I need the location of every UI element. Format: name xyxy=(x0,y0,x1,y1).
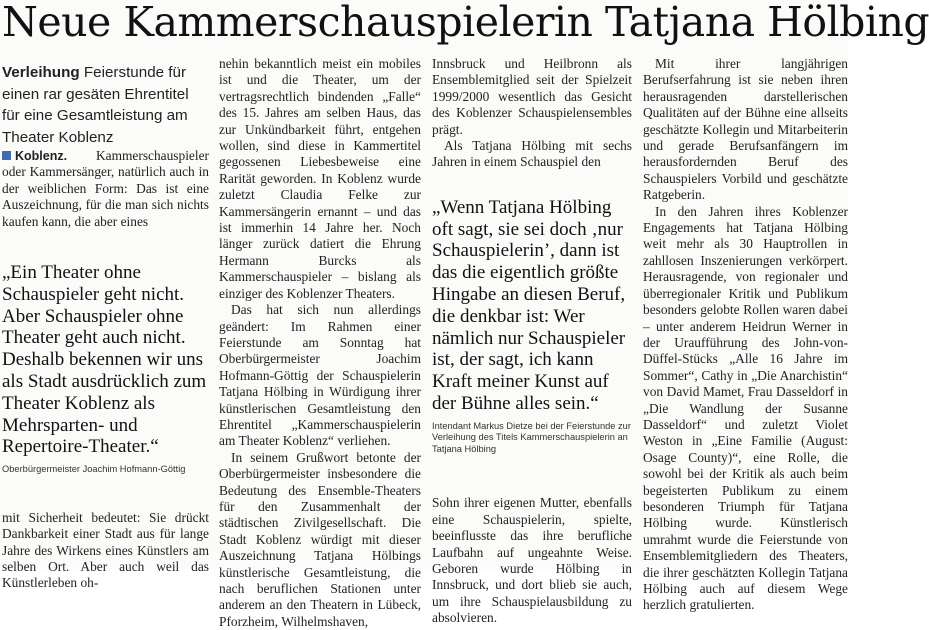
column-2-paragraph-3: In seinem Grußwort betonte der Oberbürgermeister insbesondere die Bedeutung des Ensemble-Theaters für den Zusammenhalt der städtischen Zivilgesellschaft. Die Stadt Koblenz würdigt mit dieser Auszeichnung Tatjana Hölbings künstlerische Gesamtleistung, die nach beruflichen Stationen unter anderem an den Theatern in Lübeck, Pforzheim, Wilhelmshaven, xyxy=(219,449,421,629)
column-3 xyxy=(432,56,632,626)
column-3-paragraph-2: Als Tatjana Hölbing mit sechs Jahren in einem Schauspiel den xyxy=(432,138,632,170)
dek-kicker: Verleihung xyxy=(2,64,80,81)
column-1-continuation: mit Sicherheit bedeutet: Sie drückt Dankbarkeit einer Stadt aus für lange Jahre des Wirkens eines Künstlers am selben Ort. Aber auch weil das Künstlerleben oh- xyxy=(2,509,209,591)
dateline: Koblenz. xyxy=(15,149,68,163)
column-2-paragraph-2: Das hat sich nun allerdings geändert: Im Rahmen einer Feierstunde am Sonntag hat Oberbürgermeister Joachim Hofmann-Göttig der Schauspielerin Tatjana Hölbing in Würdigung ihrer künstlerischen Gesamtleistung den Ehrentitel „Kammerschauspielerin am Theater Koblenz“ verliehen. xyxy=(219,302,421,449)
pullquote-intendant-text: „Wenn Tatjana Hölbing oft sagt, sie sei doch ‚nur Schauspielerin’, dann ist das die eigentlich größte Hingabe an diesen Beruf, die denkbar ist: Wer nämlich nur Schauspieler ist, der sagt, ich kann Kraft meiner Kunst auf der Bühne alles sein.“ xyxy=(432,196,626,415)
column-4 xyxy=(643,56,848,613)
column-1 xyxy=(2,62,209,591)
pullquote-intendant-source: Intendant Markus Dietze bei der Feierstunde zur Verleihung des Titels Kammerschauspielerin an Tatjana Hölbing xyxy=(432,420,631,454)
dek xyxy=(2,62,209,148)
headline: Neue Kammerschauspielerin Tatjana Hölbing xyxy=(2,0,929,46)
pullquote-intendant xyxy=(432,197,632,455)
lead-paragraph xyxy=(2,148,209,230)
column-4-paragraph-2: In den Jahren ihres Koblenzer Engagements hat Tatjana Hölbing weit mehr als 30 Hauptrollen in zahllosen Inszenierungen verkörpert. Herausragende, von regionaler und überregionaler Kritik und Publikum besonders gelobte Rollen waren dabei – unter anderem Heidrun Werner in der Uraufführung des John-von-Düffel-Stücks „Alle 16 Jahre im Sommer“, Cathy in „Die Anarchistin“ von David Mamet, Frau Dasseldorf in „Die Wandlung der Susanne Dasseldorf“ und zuletzt Violet Weston in „Eine Familie (August: Osage County)“, eine Rolle, die sowohl bei der Kritik als auch beim begeisterten Publikum zu einem besonderen Triumph für Tatjana Hölbing wurde. Künstlerisch umrahmt wurde die Feierstunde von Ensemblemitgliedern des Theaters, die ihrer geschätzten Kollegin Tatjana Hölbing auch auf diesem Wege herzlich gratulierten. xyxy=(643,203,848,613)
dek-text: Feierstunde für einen rar gesäten Ehrentitel für eine Gesamtleistung am Theater Koblenz xyxy=(2,64,189,146)
column-2 xyxy=(219,56,421,629)
column-3-paragraph-1: Innsbruck und Heilbronn als Ensemblemitglied seit der Spielzeit 1999/2000 wesentlich das Gesicht des Koblenzer Schauspielensembles prägt. xyxy=(432,56,632,137)
pullquote-mayor-source: Oberbürgermeister Joachim Hofmann-Göttig xyxy=(2,464,186,475)
column-4-paragraph-1: Mit ihrer langjährigen Berufserfahrung ist sie neben ihren herausragenden darstellerischen Qualitäten auf der Bühne eine allseits geschätzte Kollegin und Mitarbeiterin und gerade Berufsanfängern im herausfordernden Beruf des Schauspielers Vorbild und geschätzte Ratgeberin. xyxy=(643,56,848,203)
column-3-continuation: Sohn ihrer eigenen Mutter, ebenfalls eine Schauspielerin, spielte, beeinflusste das ihre berufliche Laufbahn auf ungeahnte Weise. Geboren wurde Hölbing in Innsbruck, und dort blieb sie auch, um ihre Schauspielausbildung zu absolvieren. xyxy=(432,495,632,626)
pullquote-mayor-text: „Ein Theater ohne Schauspieler geht nicht. Aber Schauspieler ohne Theater geht auch nicht. Deshalb bekennen wir uns als Stadt ausdrücklich zum Theater Koblenz als Mehrsparten- und Repertoire-Theater.“ xyxy=(2,262,207,458)
pullquote-mayor xyxy=(2,262,209,476)
section-bullet-icon xyxy=(2,151,11,160)
column-2-paragraph-1: nehin bekanntlich meist ein mobiles ist und die Theater, um der vertragsrechtlich bindenden „Falle“ des 15. Jahres am selben Haus, das zur Unkündbarkeit führt, entgehen wollen, sind diese in Kammertitel gegossenen Liebesbeweise eine Rarität geworden. In Koblenz wurde zuletzt Claudia Felke zur Kammersängerin ernannt – und das ist immerhin 14 Jahre her. Noch länger zurück datiert die Ehrung Hermann Burcks als Kammerschauspieler – bislang als einziger des Koblenzer Theaters. xyxy=(219,56,421,301)
lead-text: Kammerschauspieler oder Kammersänger, natürlich auch in der weiblichen Form: Das ist eine Auszeichnung, für die man sich nichts kaufen kann, die aber eines xyxy=(2,148,209,229)
